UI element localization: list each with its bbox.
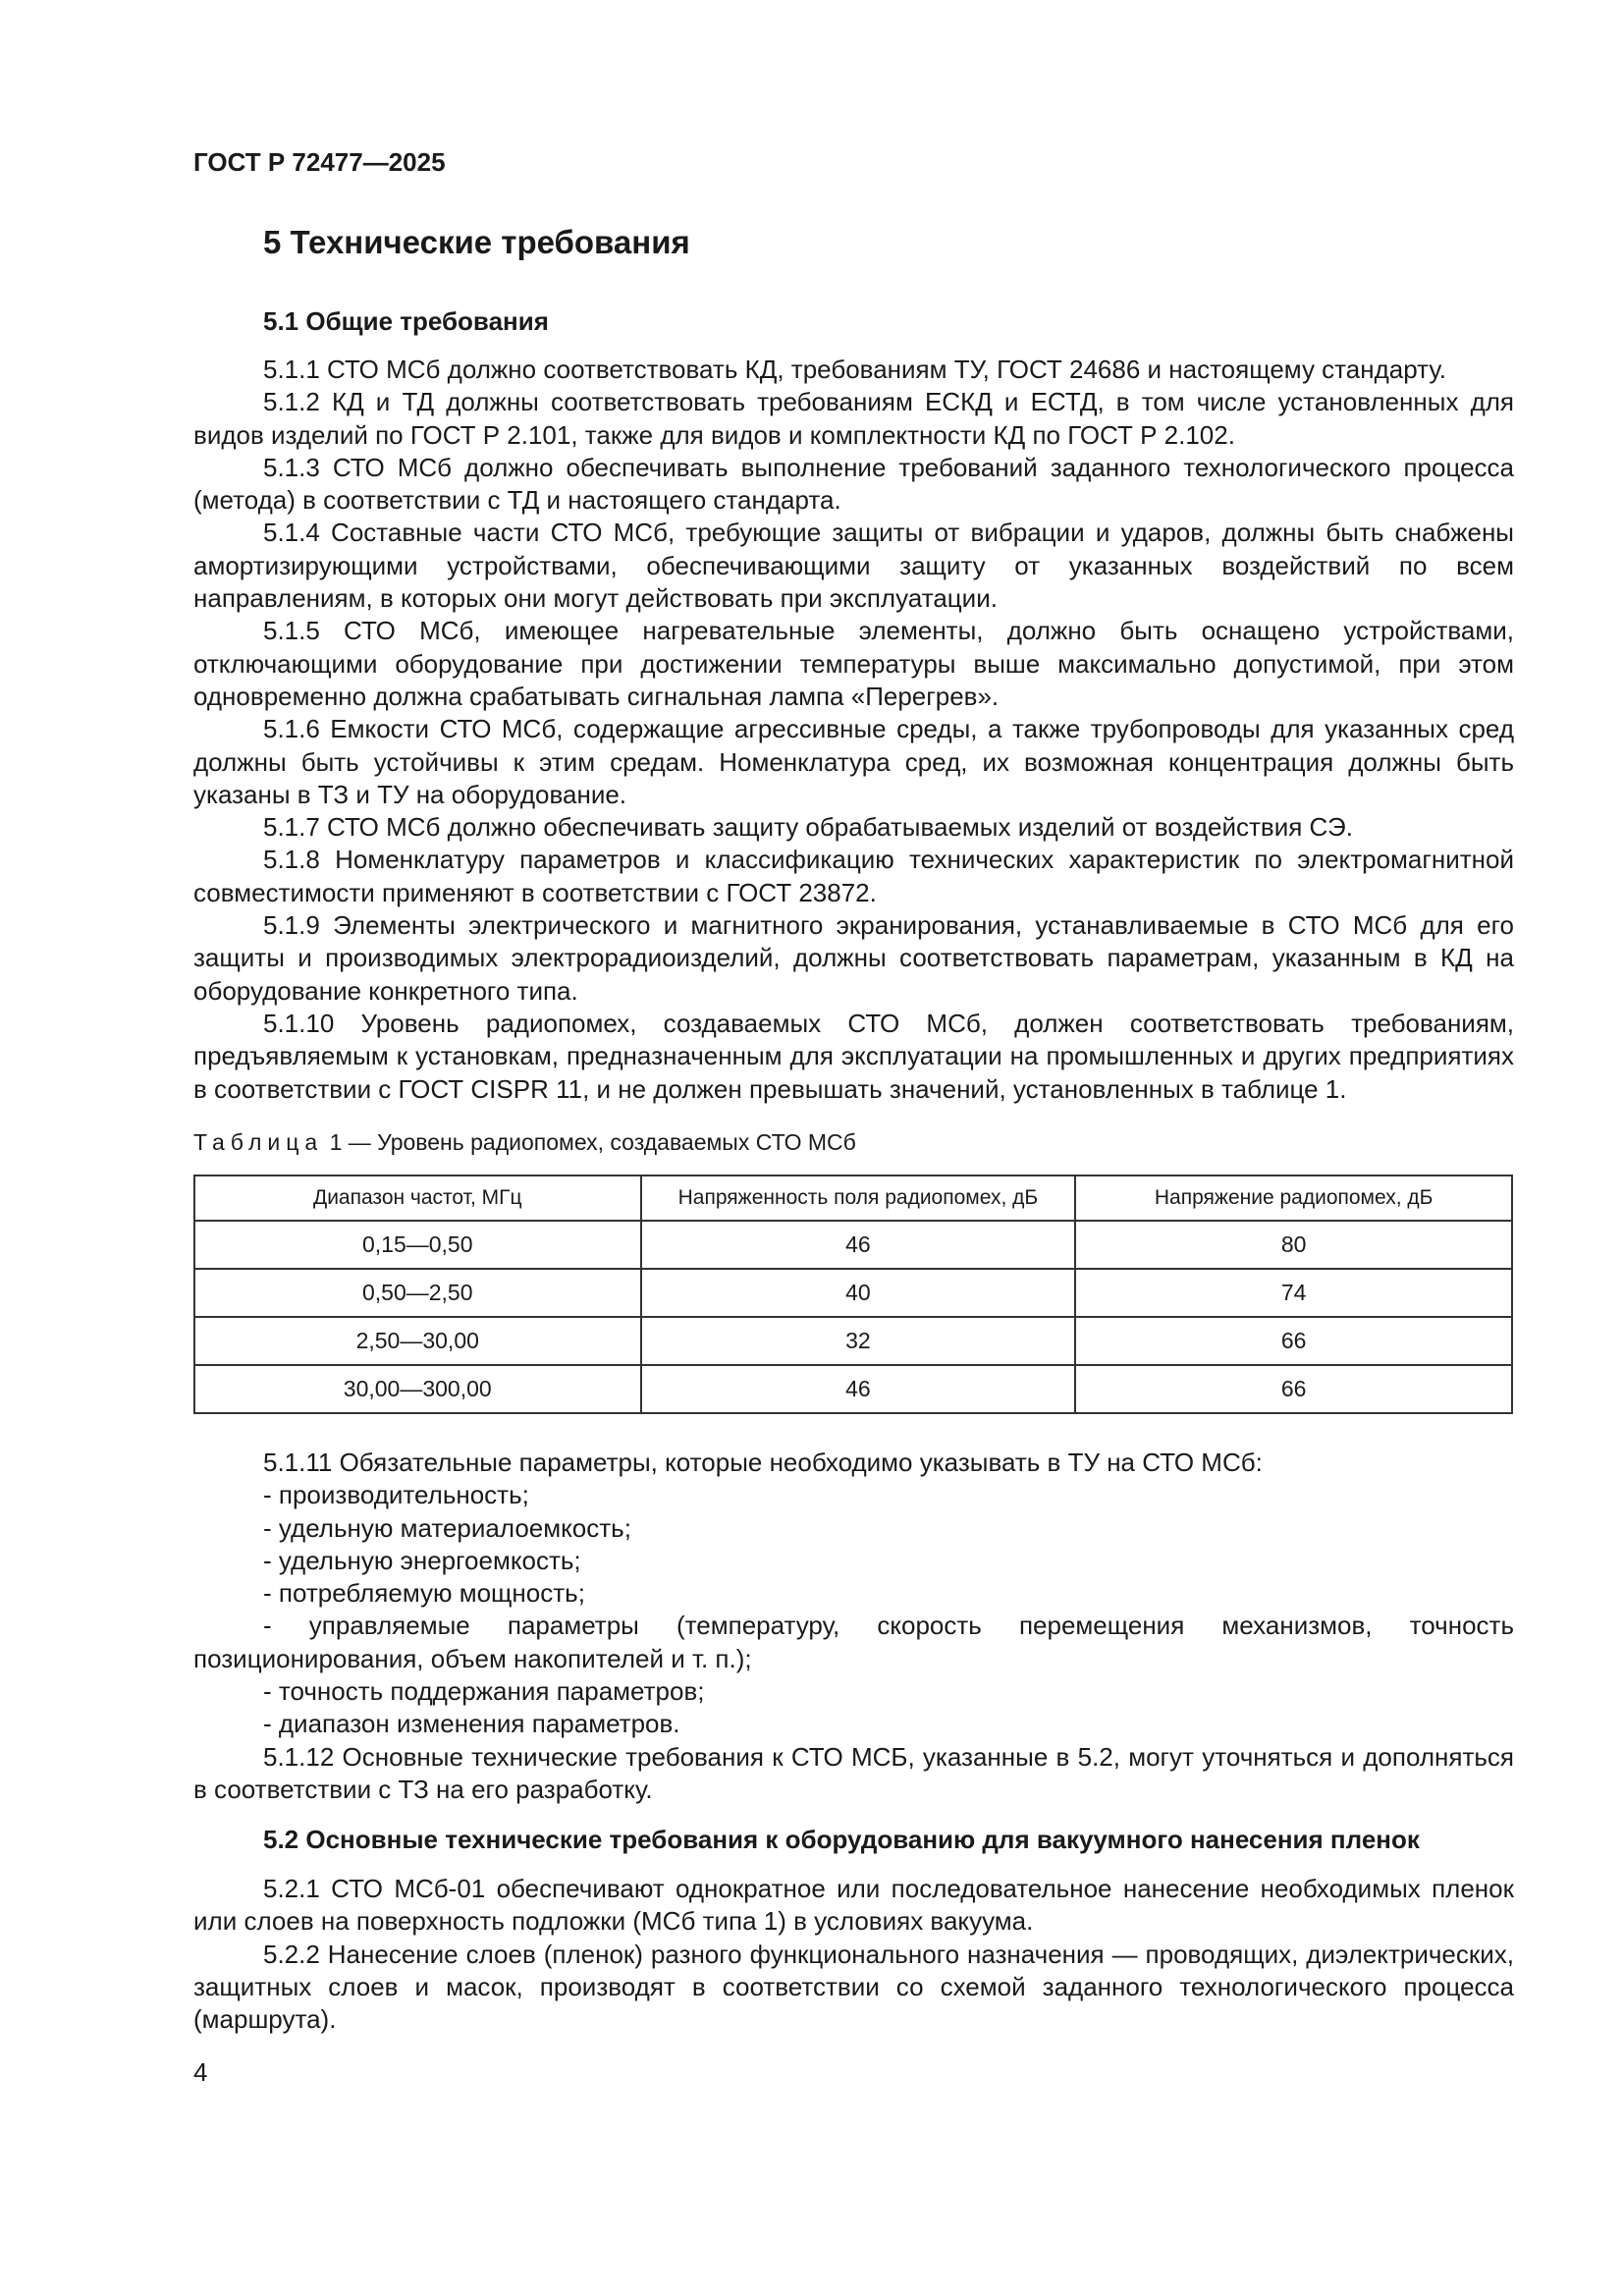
paragraph-5-1-11: 5.1.11 Обязательные параметры, которые необходимо указывать в ТУ на СТО МСб: (263, 1448, 1263, 1477)
section-title: 5 Технические требования (263, 224, 690, 260)
table-header-cell: Диапазон частот, МГц (194, 1175, 641, 1221)
paragraph-5-1-1: 5.1.1 СТО МСб должно соответствовать КД, требованиям ТУ, ГОСТ 24686 и настоящему стандарту. (263, 355, 1446, 384)
table-cell: 40 (641, 1269, 1076, 1317)
table-header-cell: Напряженность поля радиопомех, дБ (641, 1175, 1076, 1221)
paragraph-5-1-3: 5.1.3 СТО МСб должно обеспечивать выполнение требований заданного технологического процесса (метода) в соответствии с ТД и настоящего стандарта. (193, 452, 1514, 516)
list-item: - управляемые параметры (температуру, скорость перемещения механизмов, точность позиционирования, объем накопителей и т. п.); (193, 1611, 1514, 1673)
list-item: - точность поддержания параметров; (263, 1676, 705, 1707)
paragraph-5-2-2: 5.2.2 Нанесение слоев (пленок) разного функционального назначения — проводящих, диэлектрических, защитных слоев и масок, производят в соответствии со схемой заданного технологического процесса (маршрута). (193, 1939, 1514, 2035)
radio-interference-table (193, 1175, 1513, 1414)
table-cell: 46 (641, 1365, 1076, 1413)
table-row (194, 1317, 1512, 1365)
subsection-title-5-2: 5.2 Основные технические требования к оборудованию для вакуумного нанесения пленок (263, 1825, 1420, 1854)
table-cell: 66 (1075, 1365, 1512, 1413)
table-cell: 30,00—300,00 (194, 1365, 641, 1413)
table-row (194, 1221, 1512, 1269)
subsection-5-2-body (193, 1873, 1514, 2036)
list-item: - удельную материалоемкость; (263, 1512, 631, 1543)
table-cell: 32 (641, 1317, 1076, 1365)
table-cell: 74 (1075, 1269, 1512, 1317)
paragraph-5-1-12: 5.1.12 Основные технические требования к СТО МСБ, указанные в 5.2, могут уточняться и дополняться в соответствии с ТЗ на его разработку. (193, 1741, 1514, 1804)
table-header-row (194, 1175, 1512, 1221)
table-row (194, 1365, 1512, 1413)
page-number: 4 (193, 2057, 208, 2087)
table-cell: 2,50—30,00 (194, 1317, 641, 1365)
paragraph-5-1-10: 5.1.10 Уровень радиопомех, создаваемых СТО МСб, должен соответствовать требованиям, предъявляемым к установкам, предназначенным для эксплуатации на промышленных и других предприятиях в соответствии с ГОСТ CISPR 11, и не должен превышать значений, установленных в таблице 1. (193, 1008, 1514, 1104)
table-cell: 80 (1075, 1221, 1512, 1269)
paragraph-5-1-8: 5.1.8 Номенклатуру параметров и классификацию технических характеристик по электромагнитной совместимости применяют в соответствии с ГОСТ 23872. (193, 845, 1514, 907)
paragraph-5-1-5: 5.1.5 СТО МСб, имеющее нагревательные элементы, должно быть оснащено устройствами, отключающими оборудование при достижении температуры выше максимально допустимой, при этом одновременно должна срабатывать сигнальная лампа «Перегрев». (193, 616, 1514, 711)
table-header-cell: Напряжение радиопомех, дБ (1075, 1175, 1512, 1221)
paragraph-5-1-2: 5.1.2 КД и ТД должны соответствовать требованиям ЕСКД и ЕСТД, в том числе установленных для видов изделий по ГОСТ Р 2.101, также для видов и комплектности КД по ГОСТ Р 2.102. (193, 387, 1514, 450)
table-caption-text: 1 — Уровень радиопомех, создаваемых СТО МСб (323, 1129, 856, 1155)
table-cell: 46 (641, 1221, 1076, 1269)
table-caption (193, 1129, 856, 1156)
list-item: - производительность; (263, 1480, 529, 1510)
list-item: - диапазон изменения параметров. (263, 1709, 680, 1739)
paragraph-5-1-6: 5.1.6 Емкости СТО МСб, содержащие агрессивные среды, а также трубопроводы для указанных сред должны быть устойчивы к этим средам. Номенклатура сред, их возможная концентрация должны быть указаны в ТЗ и ТУ на оборудование. (193, 714, 1514, 809)
paragraph-5-2-1: 5.2.1 СТО МСб-01 обеспечивают однократное или последовательное нанесение необходимых пленок или слоев на поверхность подложки (МСб типа 1) в условиях вакуума. (193, 1874, 1514, 1937)
table-caption-label: Таблица (193, 1129, 324, 1155)
document-id: ГОСТ Р 72477—2025 (193, 147, 446, 177)
subsection-title-5-1: 5.1 Общие требования (263, 306, 549, 336)
paragraph-5-1-9: 5.1.9 Элементы электрического и магнитного экранирования, устанавливаемые в СТО МСб для его защиты и производимых электрорадиоизделий, должны соответствовать параметрам, указанным в КД на оборудование конкретного типа. (193, 910, 1514, 1006)
table-cell: 0,50—2,50 (194, 1269, 641, 1317)
list-item: - удельную энергоемкость; (263, 1545, 581, 1575)
subsection-5-1-body (193, 354, 1514, 1106)
table-cell: 0,15—0,50 (194, 1221, 641, 1269)
paragraph-5-1-7: 5.1.7 СТО МСб должно обеспечивать защиту обрабатываемых изделий от воздействия СЭ. (263, 812, 1353, 843)
list-item: - потребляемую мощность; (263, 1578, 585, 1609)
table-cell: 66 (1075, 1317, 1512, 1365)
table-row (194, 1269, 1512, 1317)
paragraph-5-1-4: 5.1.4 Составные части СТО МСб, требующие защиты от вибрации и ударов, должны быть снабжены амортизирующими устройствами, обеспечивающими защиту от указанных воздействий по всем направлениям, в которых они могут действовать при эксплуатации. (193, 518, 1514, 614)
subsection-5-1-continued (193, 1447, 1514, 1806)
